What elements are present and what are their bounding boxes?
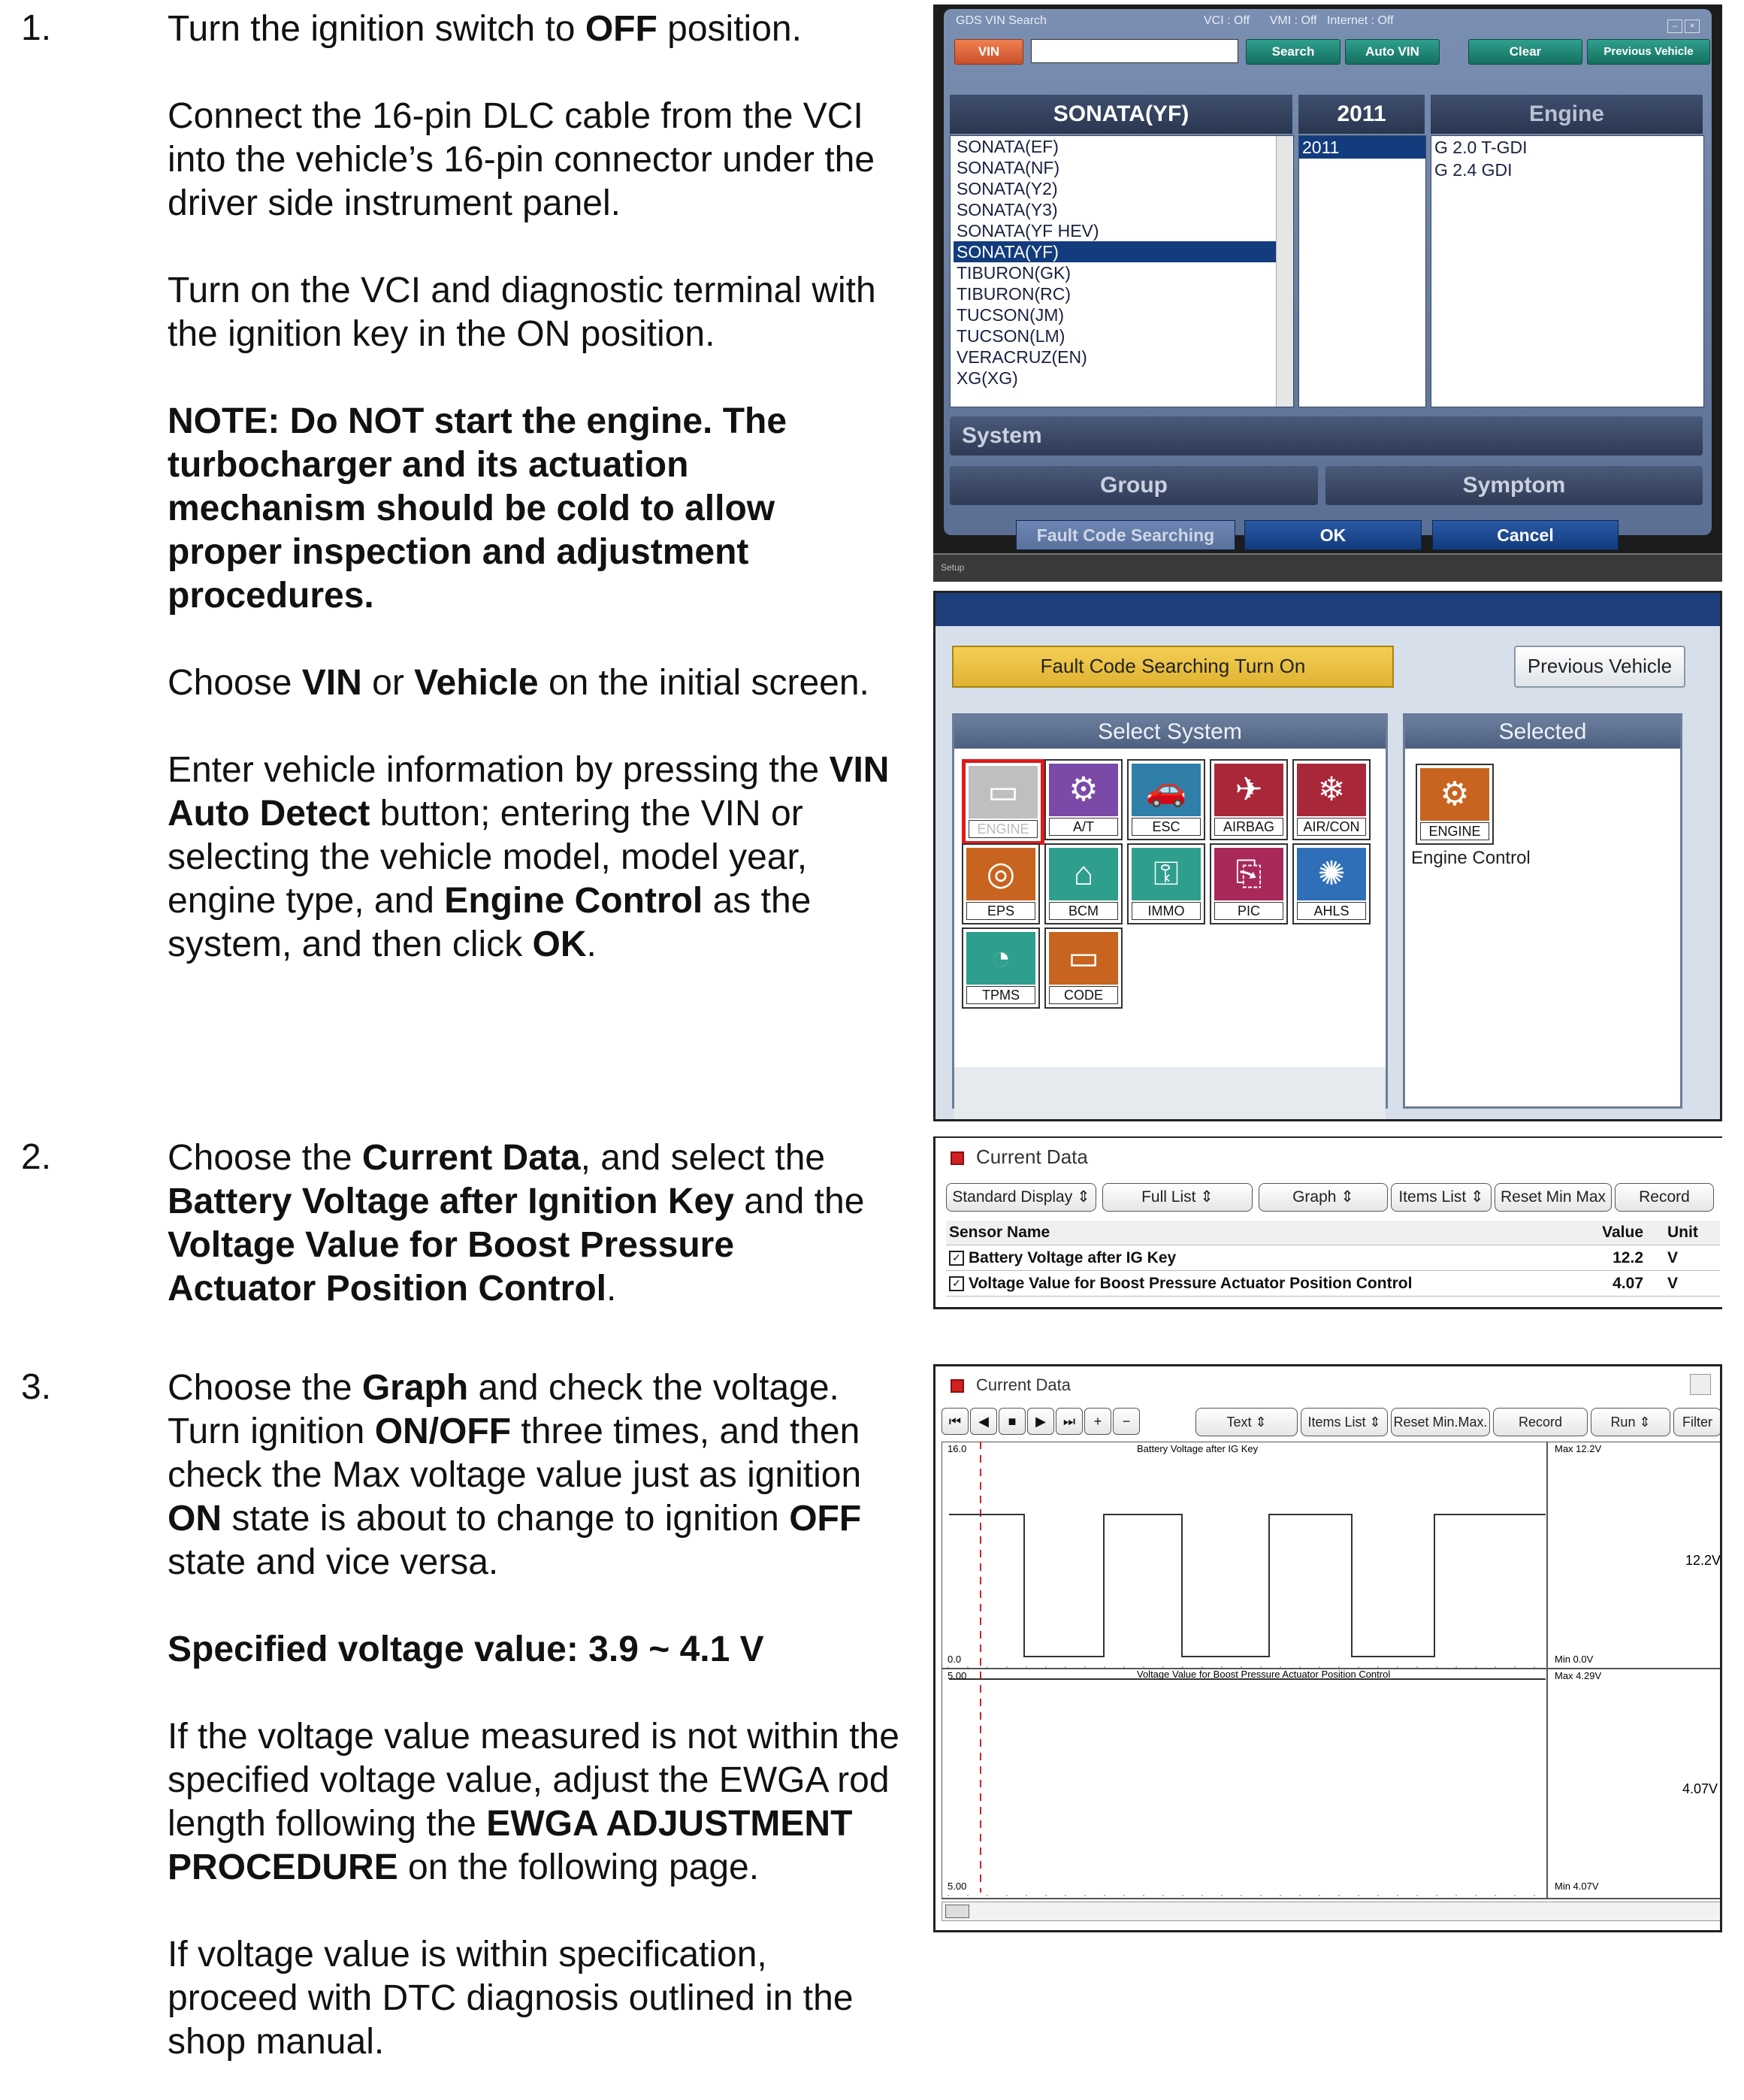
stop-icon: [951, 1379, 964, 1393]
select-system-header: Select System: [954, 716, 1386, 749]
select-system-screenshot: [933, 591, 1722, 1121]
zoom-out-icon[interactable]: −: [1113, 1408, 1140, 1435]
cancel-button[interactable]: Cancel: [1432, 520, 1619, 550]
ok-button[interactable]: OK: [1244, 520, 1422, 550]
checkbox[interactable]: ✓: [949, 1251, 964, 1266]
model-list-scrollbar[interactable]: [1276, 136, 1293, 407]
system-at-icon[interactable]: ⚙ A/T: [1044, 759, 1123, 840]
record-button[interactable]: Record: [1615, 1183, 1714, 1212]
symptom-bar[interactable]: Symptom: [1325, 466, 1703, 505]
horizontal-scrollbar[interactable]: [942, 1902, 1722, 1921]
model-item[interactable]: TIBURON(GK): [957, 263, 1071, 283]
table-row[interactable]: ✓ Battery Voltage after IG Key 12.2 V: [946, 1246, 1720, 1271]
first-frame-icon[interactable]: ⏮: [942, 1408, 969, 1435]
engine-item[interactable]: G 2.0 T-GDI: [1434, 138, 1528, 157]
current-data-screenshot: [933, 1136, 1722, 1309]
model-item[interactable]: SONATA(YF): [954, 241, 1293, 262]
panel2-label: Voltage Value for Boost Pressure Actuator Position Control: [1137, 1669, 1391, 1680]
items-list-dropdown[interactable]: Items List ⇕: [1391, 1183, 1492, 1212]
model-item[interactable]: SONATA(Y2): [957, 179, 1058, 198]
system-airbag-icon[interactable]: ✈ AIRBAG: [1210, 759, 1288, 840]
panel1-value: 12.2V: [1685, 1553, 1721, 1568]
graph-title: Current Data: [951, 1375, 1071, 1395]
panel1-label: Battery Voltage after IG Key: [1137, 1443, 1259, 1454]
step-number-3: 3.: [21, 1367, 52, 1407]
panel1-ymax: 16.0: [948, 1443, 967, 1454]
taskbar: [933, 553, 1722, 582]
step1-para-3: Turn on the VCI and diagnostic terminal with the ignition key in the ON position.: [168, 271, 876, 354]
search-button[interactable]: Search: [1246, 39, 1340, 65]
panel1-min: Min 0.0V: [1555, 1654, 1594, 1665]
prev-frame-icon[interactable]: ◀: [970, 1408, 997, 1435]
panel2-min: Min 4.07V: [1555, 1881, 1599, 1892]
step3-para-3: If the voltage value measured is not within the specified voltage value, adjust the EWGA rod length following the EWGA ADJUSTMENT PROCEDURE on the following page.: [168, 1717, 899, 1887]
system-engine-icon[interactable]: ▭ ENGINE: [962, 759, 1044, 845]
model-item[interactable]: SONATA(Y3): [957, 200, 1058, 219]
model-item[interactable]: VERACRUZ(EN): [957, 347, 1087, 367]
full-list-dropdown[interactable]: Full List ⇕: [1102, 1183, 1253, 1212]
year-header: 2011: [1298, 95, 1425, 134]
fault-code-searching-button[interactable]: Fault Code Searching: [1016, 520, 1235, 550]
selected-system-name: Engine Control: [1411, 848, 1531, 868]
engine-item[interactable]: G 2.4 GDI: [1434, 160, 1513, 180]
system-esc-icon[interactable]: 🚗 ESC: [1127, 759, 1205, 840]
engine-list[interactable]: [1431, 135, 1704, 407]
step-number-1: 1.: [21, 8, 52, 48]
graph-screenshot: [933, 1364, 1722, 1932]
step1-para-2: Connect the 16-pin DLC cable from the VCI into the vehicle’s 16-pin connector under the driver side instrument panel.: [168, 96, 875, 223]
graph-dropdown[interactable]: Graph ⇕: [1259, 1183, 1388, 1212]
top-strip: [935, 593, 1720, 626]
table-header: [946, 1221, 1720, 1245]
vin-search-window: [944, 9, 1712, 545]
system-ahls-icon[interactable]: ✺ AHLS: [1292, 843, 1371, 924]
model-item[interactable]: TUCSON(LM): [957, 326, 1065, 346]
model-item[interactable]: SONATA(YF HEV): [957, 221, 1099, 241]
checkbox[interactable]: ✓: [949, 1276, 964, 1291]
step1-para-6: Enter vehicle information by pressing the VIN Auto Detect button; entering the VIN or selecting the vehicle model, model year, engine type, and Engine Control as the system, and then click OK.: [168, 750, 890, 964]
reset-min-max-button[interactable]: Reset Min Max: [1495, 1183, 1612, 1212]
model-item[interactable]: TIBURON(RC): [957, 284, 1071, 304]
panel1-max: Max 12.2V: [1555, 1443, 1602, 1454]
last-frame-icon[interactable]: ⏭: [1056, 1408, 1083, 1435]
step3-spec: Specified voltage value: 3.9 ~ 4.1 V: [168, 1629, 764, 1669]
standard-display-dropdown[interactable]: Standard Display ⇕: [946, 1183, 1096, 1212]
panel2-ymax: 5.00: [948, 1670, 967, 1681]
voltage-graph: [942, 1442, 1722, 1900]
fault-code-searching-turn-on-button[interactable]: Fault Code Searching Turn On: [952, 646, 1394, 688]
window-title: GDS VIN Search: [956, 14, 1047, 27]
text-dropdown[interactable]: Text ⇕: [1195, 1408, 1298, 1436]
year-item[interactable]: 2011: [1299, 136, 1425, 159]
model-list[interactable]: [950, 135, 1294, 407]
model-item[interactable]: SONATA(NF): [957, 158, 1060, 177]
system-eps-icon[interactable]: ◎ EPS: [962, 843, 1040, 924]
previous-vehicle-button[interactable]: Previous Vehicle: [1514, 646, 1685, 688]
system-tpms-icon[interactable]: ◔ TPMS: [962, 927, 1040, 1009]
model-item[interactable]: XG(XG): [957, 368, 1018, 388]
table-row[interactable]: ✓ Voltage Value for Boost Pressure Actuator Position Control 4.07 V: [946, 1272, 1720, 1297]
step1-note: NOTE: Do NOT start the engine. The turbocharger and its actuation mechanism should be cold to allow proper inspection and adjustment procedures.: [168, 401, 787, 616]
selected-header: Selected: [1405, 716, 1680, 749]
close-icon[interactable]: ×: [1685, 20, 1700, 33]
step1-para-1: Turn the ignition switch to OFF position.: [168, 9, 802, 49]
current-data-title: Current Data: [951, 1145, 1088, 1169]
reset-min-max-button[interactable]: Reset Min.Max.: [1391, 1408, 1490, 1436]
vin-search-screenshot: [933, 5, 1722, 582]
panel2-max: Max 4.29V: [1555, 1670, 1602, 1681]
select-system-panel: [952, 713, 1388, 1109]
selected-panel: [1403, 713, 1682, 1109]
play-icon[interactable]: ▶: [1027, 1408, 1054, 1435]
group-bar[interactable]: Group: [950, 466, 1318, 505]
auto-vin-button[interactable]: Auto VIN: [1345, 39, 1440, 65]
step1-text: [168, 8, 919, 967]
model-item[interactable]: SONATA(EF): [957, 137, 1059, 156]
system-bcm-icon[interactable]: ⌂ BCM: [1044, 843, 1123, 924]
system-bar[interactable]: System: [950, 416, 1703, 455]
col-sensor-name: Sensor Name: [949, 1224, 1050, 1241]
clear-button[interactable]: Clear: [1468, 39, 1582, 65]
system-aircon-icon[interactable]: ❄ AIR/CON: [1292, 759, 1371, 840]
col-unit: Unit: [1667, 1224, 1698, 1241]
step2-text: [168, 1136, 889, 1311]
vin-button[interactable]: VIN: [954, 39, 1023, 65]
vin-toolbar: [951, 39, 1710, 69]
previous-vehicle-button[interactable]: Previous Vehicle: [1587, 39, 1710, 65]
scroll-thumb[interactable]: [945, 1905, 969, 1918]
panel2-ymin: 5.00: [948, 1881, 967, 1892]
record-button[interactable]: Record: [1493, 1408, 1588, 1436]
system-pic-icon[interactable]: ⎘ PIC: [1210, 843, 1288, 924]
step3-para-4: If voltage value is within specification, proceed with DTC diagnosis outlined in the shop manual.: [168, 1935, 854, 2062]
model-header: SONATA(YF): [950, 95, 1292, 134]
engine-icon[interactable]: ⚙ ENGINE: [1416, 764, 1494, 845]
panel2-value: 4.07V: [1682, 1781, 1718, 1796]
step1-para-5: Choose VIN or Vehicle on the initial screen.: [168, 663, 869, 703]
run-dropdown[interactable]: Run ⇕: [1591, 1408, 1670, 1436]
items-list-dropdown[interactable]: Items List ⇕: [1301, 1408, 1388, 1436]
window-controls: [1665, 14, 1700, 38]
panel1-ymin: 0.0: [948, 1654, 962, 1665]
vin-input[interactable]: [1031, 39, 1238, 63]
system-immo-icon[interactable]: ⚿ IMMO: [1127, 843, 1205, 924]
col-value: Value: [1602, 1224, 1643, 1241]
step3-para-1: Choose the Graph and check the voltage. Turn ignition ON/OFF three times, and then check the Max voltage value just as ignition ON state is about to change to ignition OFF state and vice versa.: [168, 1368, 862, 1582]
step3-text: [168, 1366, 919, 2064]
panel-footer: [954, 1067, 1386, 1121]
stop-icon: [951, 1151, 964, 1165]
step2-para: Choose the Current Data, and select the Battery Voltage after Ignition Key and the Voltage Value for Boost Pressure Actuator Position Control.: [168, 1138, 865, 1309]
setup-label: Setup: [941, 562, 965, 573]
vin-search-titlebar: [956, 9, 1700, 33]
minimize-icon[interactable]: –: [1667, 20, 1682, 33]
year-list[interactable]: [1298, 135, 1426, 407]
zoom-in-icon[interactable]: +: [1084, 1408, 1111, 1435]
step-number-2: 2.: [21, 1137, 52, 1177]
connection-status: VCI : Off VMI : Off Internet : Off: [1204, 14, 1394, 27]
system-code-icon[interactable]: ▭ CODE: [1044, 927, 1123, 1009]
selected-engine-icon[interactable]: [1416, 764, 1491, 842]
engine-header: Engine: [1431, 95, 1703, 134]
filter-button[interactable]: Filter: [1673, 1408, 1721, 1436]
stop-button-icon[interactable]: ■: [999, 1408, 1026, 1435]
model-item[interactable]: TUCSON(JM): [957, 305, 1065, 325]
window-toggle-icon[interactable]: [1690, 1374, 1711, 1395]
